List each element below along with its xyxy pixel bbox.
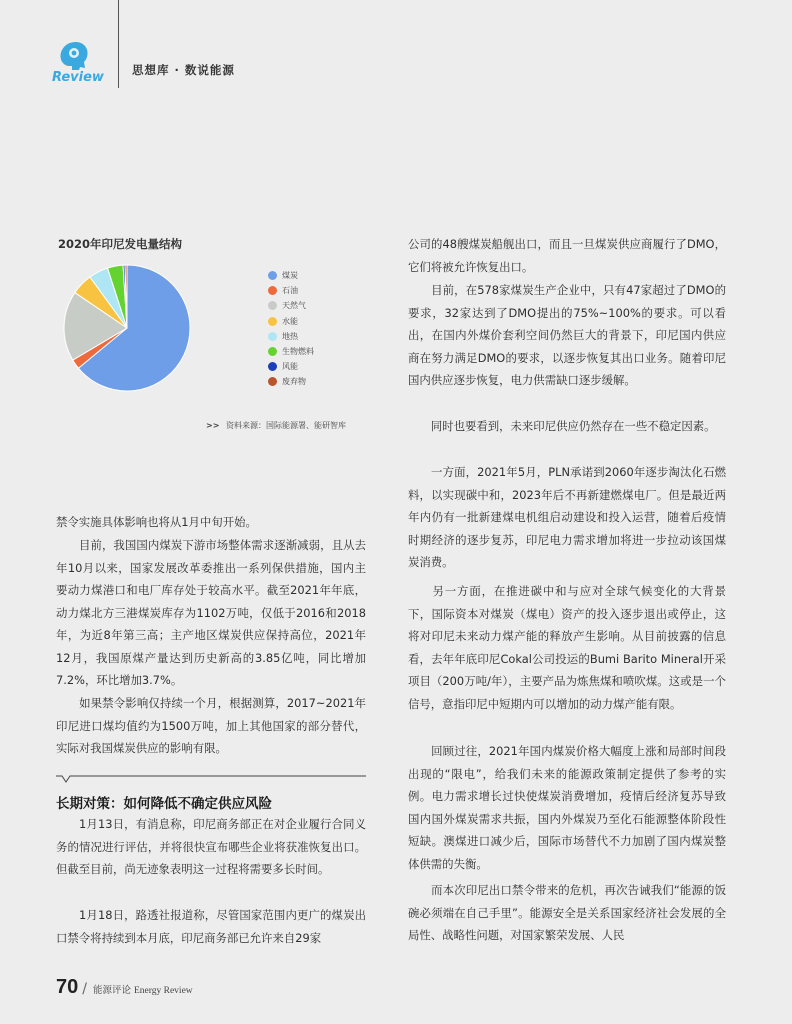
paragraph: 1月18日，路透社报道称，尽管国家范围内更广的煤炭出口禁令将持续到本月底，印尼商务部已允许来自29家 xyxy=(56,908,366,945)
legend-swatch xyxy=(268,362,277,371)
legend-item xyxy=(268,374,314,389)
legend-swatch xyxy=(268,271,277,280)
page-number: 70 xyxy=(56,976,79,998)
paragraph: 公司的48艘煤炭船舰出口，而且一旦煤炭供应商履行了DMO，它们将被允许恢复出口。 xyxy=(408,237,726,274)
legend-label: 天然气 xyxy=(282,301,306,311)
legend-item xyxy=(268,359,314,374)
magazine-cn: 能源评论 xyxy=(92,985,131,996)
legend-label: 水能 xyxy=(282,316,298,326)
legend-item xyxy=(268,268,314,283)
paragraph: 1月13日，有消息称，印尼商务部正在对企业履行合同义务的情况进行评估，并将很快宣布哪些企业将获准恢复出口。但截至目前，尚无迹象表明这一过程将需要多长时间。 xyxy=(56,817,366,876)
source-arrow-icon: >> xyxy=(206,421,220,430)
chart-legend xyxy=(268,268,314,390)
chart-source xyxy=(206,420,346,431)
paragraph: 而本次印尼出口禁令带来的危机，再次告诫我们“能源的饭碗必须端在自己手里”。能源安全是关系国家经济社会发展的全局性、战略性问题，对国家繁荣发展、人民 xyxy=(408,883,726,942)
header-rule xyxy=(118,0,119,88)
section-divider xyxy=(56,768,366,784)
legend-item xyxy=(268,314,314,329)
pie-chart xyxy=(52,262,202,392)
paragraph: 另一方面，在推进碳中和与应对全球气候变化的大背景下，国际资本对煤炭（煤电）资产的投入逐步退出或停止，这将对印尼未来动力煤产能的释放产生影响。从目前披露的信息看，去年年底印尼Cokal公司投运的Bumi Barito Mineral开采项目（200万吨/年），主要产品为炼焦煤和喷吹煤。这或是一个信号，意指印尼中短期内可以增加的动力煤产能有限。 xyxy=(408,584,726,711)
magazine-name xyxy=(93,982,193,996)
legend-swatch xyxy=(268,301,277,310)
head-icon xyxy=(61,42,88,70)
magazine-en: Energy Review xyxy=(133,986,193,996)
legend-label: 石油 xyxy=(282,286,298,296)
paragraph: 禁令实施具体影响也将从1月中旬开始。 xyxy=(56,515,257,529)
legend-label: 煤炭 xyxy=(282,271,298,281)
legend-swatch xyxy=(268,317,277,326)
page-footer xyxy=(56,976,193,999)
legend-item xyxy=(268,344,314,359)
legend-swatch xyxy=(268,332,277,341)
legend-label: 废弃物 xyxy=(282,377,306,387)
legend-label: 生物燃料 xyxy=(282,347,314,357)
legend-swatch xyxy=(268,377,277,386)
legend-swatch xyxy=(268,286,277,295)
paragraph: 目前，在578家煤炭生产企业中，只有47家超过了DMO的要求，32家达到了DMO提出的75%~100%的要求。可以看出，在国内外煤价套利空间仍然巨大的背景下，印尼国内供应商在努力满足DMO的要求，以逐步恢复其出口业务。随着印尼国内供应逐步恢复，电力供需缺口逐步缓解。 xyxy=(408,283,726,387)
review-logo xyxy=(50,36,112,84)
section-header: 思想库 · 数说能源 xyxy=(132,63,235,77)
footer-separator: / xyxy=(82,981,87,997)
source-text: 资料来源：国际能源署、能研智库 xyxy=(225,421,346,430)
legend-swatch xyxy=(268,347,277,356)
legend-label: 地热 xyxy=(282,331,298,341)
paragraph: 同时也要看到，未来印尼供应仍然存在一些不稳定因素。 xyxy=(408,419,716,433)
legend-item xyxy=(268,329,314,344)
paragraph: 如果禁令影响仅持续一个月，根据测算，2017~2021年印尼进口煤均值约为1500万吨，加上其他国家的部分替代，实际对我国煤炭供应的影响有限。 xyxy=(56,696,366,755)
paragraph: 一方面，2021年5月，PLN承诺到2060年逐步淘汰化石燃料，以实现碳中和，2023年后不再新建燃煤电厂。但是最近两年内仍有一批新建煤电机组启动建设和投入运营，随着后疫情时期经济的逐步复苏，印尼电力需求增加将进一步拉动该国煤炭消费。 xyxy=(408,465,726,569)
logo-text: Review xyxy=(52,70,104,84)
section-heading: 长期对策：如何降低不确定供应风险 xyxy=(56,796,272,812)
legend-item xyxy=(268,298,314,313)
paragraph: 回顾过往，2021年国内煤炭价格大幅度上涨和局部时间段出现的“限电”，给我们未来的能源政策制定提供了参考的实例。电力需求增长过快使煤炭消费增加，疫情后经济复苏导致国内国外煤炭需求共振，国内外煤炭乃至化石能源整体阶段性短缺。澳煤进口减少后，国际市场替代不力加剧了国内煤炭整体供需的失衡。 xyxy=(408,744,726,871)
legend-item xyxy=(268,283,314,298)
chart-title: 2020年印尼发电量结构 xyxy=(58,237,183,251)
paragraph: 目前，我国国内煤炭下游市场整体需求逐渐减弱，且从去年10月以来，国家发展改革委推出一系列保供措施，国内主要动力煤港口和电厂库存处于较高水平。截至2021年年底，动力煤北方三港煤炭库存为1102万吨，仅低于2016和2018年，为近8年第三高；主产地区煤炭供应保持高位，2021年12月，我国原煤产量达到历史新高的3.85亿吨，同比增加7.2%，环比增加3.7%。 xyxy=(56,538,366,687)
legend-label: 风能 xyxy=(282,362,298,372)
